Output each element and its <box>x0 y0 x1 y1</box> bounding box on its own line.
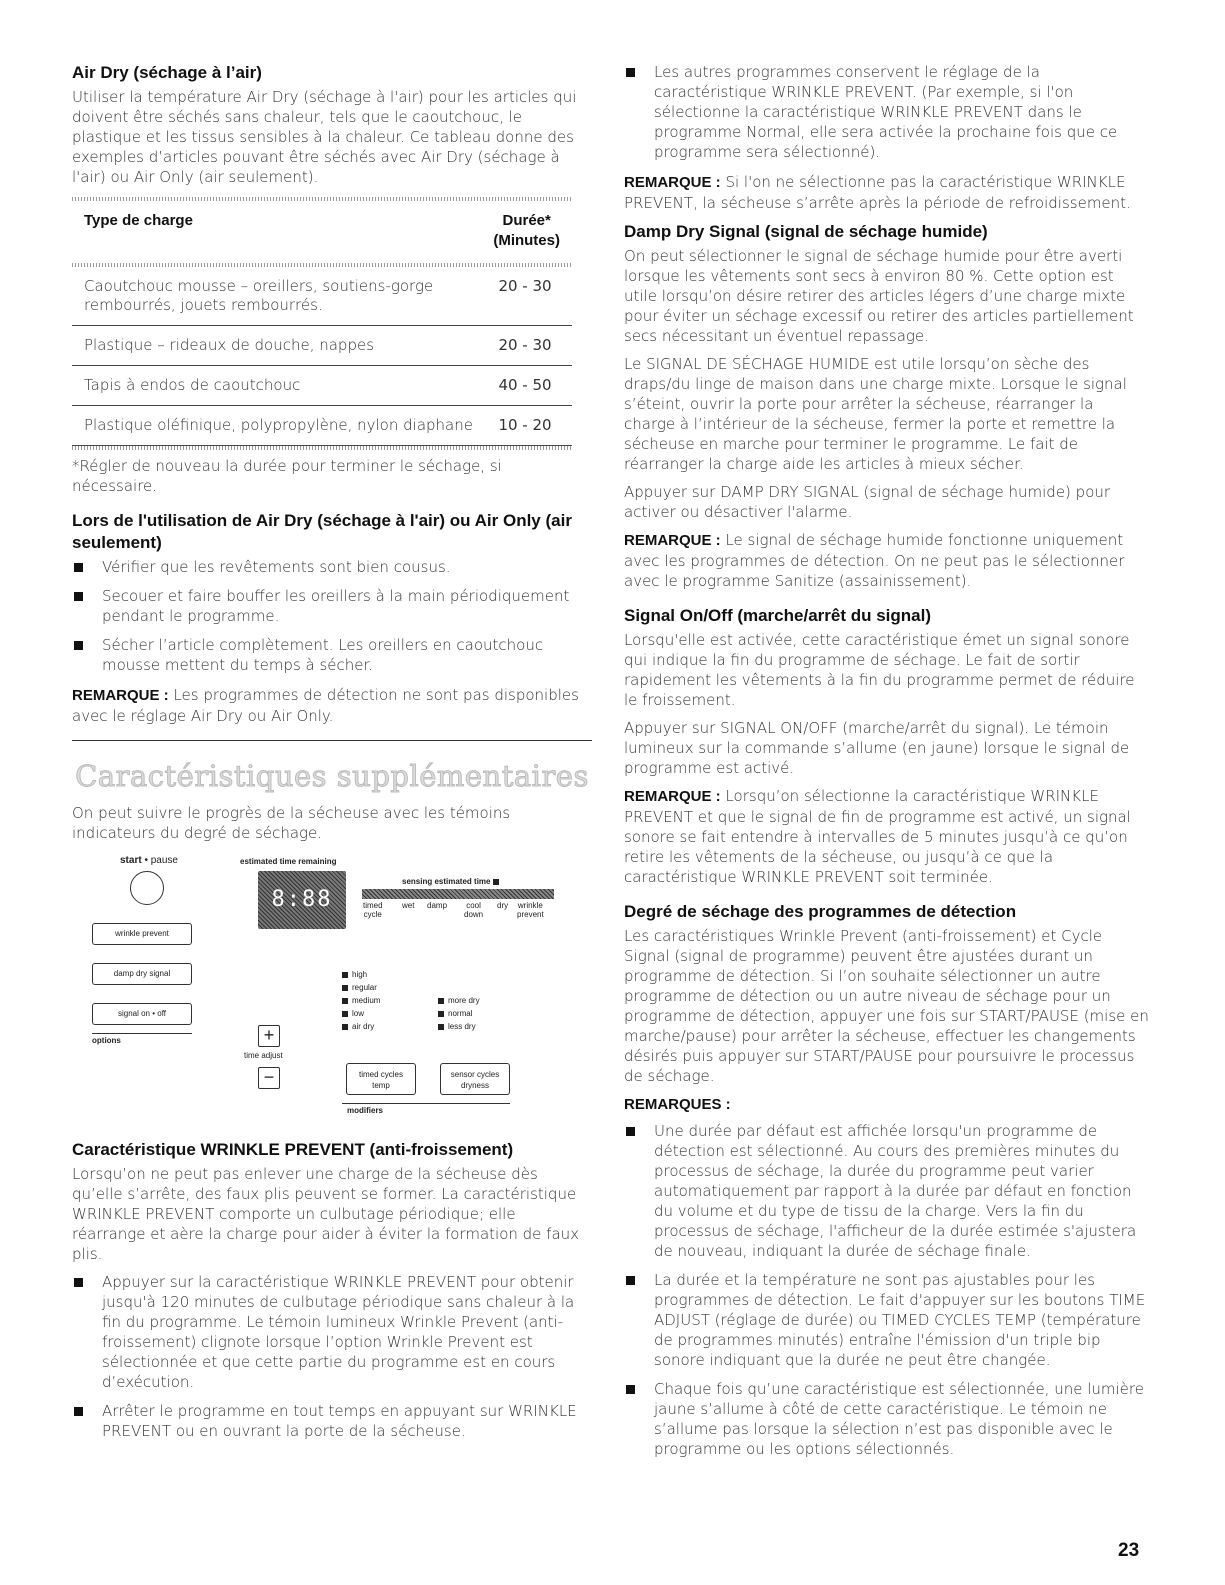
dryness-level <box>438 1020 480 1033</box>
damp-dry-p3: Appuyer sur DAMP DRY SIGNAL (signal de séchage humide) pour activer ou désactiver l'alarme. <box>624 483 1111 521</box>
dryness-level-list <box>438 994 480 1033</box>
section-divider <box>72 740 592 741</box>
list-item: La durée et la température ne sont pas ajustables pour les programmes de détection. Le fait d'appuyer sur les boutons TIME ADJUST (réglage de durée) ou TIMED CYCLES TEMP (température de programmes minutés) entraîne l'émission d'un triple bip sonore indiquant que la durée ne peut être changée. <box>624 1270 1149 1370</box>
temp-level-label: air dry <box>352 1022 375 1031</box>
note-text: Les programmes de détection ne sont pas disponibles avec le réglage Air Dry ou Air Only. <box>72 686 579 725</box>
start-label: start <box>120 855 142 866</box>
remarks-list <box>624 1121 1149 1459</box>
using-air-dry-note <box>72 685 592 726</box>
note-label: REMARQUE : <box>72 687 169 704</box>
dryness-level-label: normal <box>448 1009 473 1018</box>
dryness-degree-section <box>624 901 1149 1459</box>
temp-level <box>342 968 380 981</box>
right-column <box>624 62 1149 1473</box>
remarks-label: REMARQUES : <box>624 1096 731 1113</box>
sensing-label <box>402 877 503 886</box>
row-load-type: Caoutchouc mousse – oreillers, soutiens-gorge rembourrés, jouets rembourrés. <box>84 277 434 314</box>
dryness-degree-p1: Les caractéristiques Wrinkle Prevent (anti-froissement) et Cycle Signal (signal de programme) peuvent être ajustées durant un programme de détection. Si l’on souhaite sélectionner un autre programme de détection ou un autre niveau de séchage pour un programme de détection, appuyer une fois sur START/PAUSE (mise en marche/pause) pour arrêter la sécheuse, effectuer les changements désirés puis appuyer sur START/PAUSE pour poursuivre le processus de séchage. <box>624 927 1149 1085</box>
wrinkle-continued-list <box>624 62 1149 162</box>
button-label: sensor cycles <box>450 1070 500 1079</box>
modifiers-label: modifiers <box>347 1106 384 1115</box>
using-air-dry-heading: Lors de l'utilisation de Air Dry (séchage à l'air) ou Air Only (air seulement) <box>72 511 572 552</box>
note-label: REMARQUE : <box>624 174 721 191</box>
wrinkle-prevent-section <box>72 1139 592 1441</box>
temp-level <box>342 1020 380 1033</box>
time-plus-button[interactable]: + <box>258 1025 280 1047</box>
sensing-text: sensing estimated time <box>402 877 491 886</box>
dryness-level <box>438 994 480 1007</box>
temp-level-label: medium <box>352 996 381 1005</box>
list-item: Les autres programmes conservent le réglage de la caractéristique WRINKLE PREVENT. (Par exemple, si l'on sélectionne la caractéristique WRINKLE PREVENT dans le programme Normal, elle sera activée la prochaine fois que ce programme sera sélectionné). <box>624 62 1149 162</box>
table-row <box>72 326 572 366</box>
stage-label: timed <box>363 901 383 910</box>
dryness-degree-heading: Degré de séchage des programmes de détection <box>624 902 1017 921</box>
row-load-type: Plastique – rideaux de douche, nappes <box>84 336 375 354</box>
signal-section <box>624 605 1149 887</box>
list-item: Chaque fois qu’une caractéristique est sélectionnée, une lumière jaune s’allume à côté de cette caractéristique. Le témoin ne s’allume pas lorsque la sélection n’est pas disponible avec le programme ou les options sélectionnés. <box>624 1379 1149 1459</box>
table-row <box>72 267 572 326</box>
header-load-type: Type de charge <box>84 212 193 229</box>
list-item: Appuyer sur la caractéristique WRINKLE PREVENT pour obtenir jusqu'à 120 minutes de culbutage périodique sans chaleur à la fin du programme. Le témoin lumineux Wrinkle Prevent (anti-froissement) clignote lorsque l’option Wrinkle Prevent est sélectionnée et que cette partie du programme est en cours d’exécution. <box>72 1272 592 1392</box>
table-bottom-rule <box>72 446 572 450</box>
load-type-table <box>72 197 572 496</box>
left-column <box>72 62 592 1455</box>
header-duration-line1: Durée* <box>502 212 551 229</box>
time-adjust-label: time adjust <box>244 1051 283 1060</box>
control-panel-illustration <box>72 855 572 1125</box>
damp-dry-heading: Damp Dry Signal (signal de séchage humide) <box>624 222 988 241</box>
list-item: Secouer et faire bouffer les oreillers à la main périodiquement pendant le programme. <box>72 586 592 626</box>
options-rule <box>92 1033 192 1034</box>
indicator-light-icon <box>342 998 348 1004</box>
damp-dry-section <box>624 221 1149 591</box>
options-label: options <box>92 1036 121 1045</box>
using-air-dry-list <box>72 557 592 675</box>
button-label: timed cycles <box>358 1070 403 1079</box>
time-display: 8:88 <box>258 871 346 929</box>
row-duration: 20 - 30 <box>498 277 552 295</box>
indicator-light-icon <box>438 998 444 1004</box>
note-text: Lorsqu’on sélectionne la caractéristique WRINKLE PREVENT et que le signal de fin de programme est activé, un signal sonore se fait entendre à intervalles de 5 minutes jusqu’à ce qu’on retire les vêtements de la sécheuse, ou jusqu’à ce que la caractéristique WRINKLE PREVENT soit terminée. <box>624 787 1131 886</box>
stage-timed-cycle <box>363 901 383 919</box>
indicator-light-icon <box>438 1024 444 1030</box>
using-air-dry-section <box>72 510 592 726</box>
header-duration-line2: (Minutes) <box>493 232 560 249</box>
stage-wrinkle-prevent <box>517 901 544 919</box>
stage-dry: dry <box>497 901 509 910</box>
page-number: 23 <box>1118 1540 1140 1561</box>
indicator-light-icon <box>438 1011 444 1017</box>
table-header <box>72 201 572 263</box>
table-footnote: *Régler de nouveau la durée pour terminer le séchage, si nécessaire. <box>72 457 502 495</box>
air-dry-section <box>72 62 592 496</box>
estimated-time-label: estimated time remaining <box>240 857 337 866</box>
list-item: Arrêter le programme en tout temps en appuyant sur WRINKLE PREVENT ou en ouvrant la porte de la sécheuse. <box>72 1401 592 1441</box>
dryness-level <box>438 1007 480 1020</box>
table-row <box>72 366 572 406</box>
note-text: Si l'on ne sélectionne pas la caractéristique WRINKLE PREVENT, la sécheuse s’arrête après la période de refroidissement. <box>624 173 1131 212</box>
row-load-type: Tapis à endos de caoutchouc <box>84 376 301 394</box>
stage-damp: damp <box>427 901 448 910</box>
start-pause-button[interactable] <box>130 871 164 905</box>
air-dry-heading: Air Dry (séchage à l’air) <box>72 63 262 82</box>
indicator-light-icon <box>342 972 348 978</box>
signal-heading: Signal On/Off (marche/arrêt du signal) <box>624 606 931 625</box>
row-load-type: Plastique oléfinique, polypropylène, nylon diaphane <box>84 416 473 434</box>
timed-cycles-temp-button[interactable] <box>346 1063 416 1095</box>
indicator-light-icon <box>342 1024 348 1030</box>
row-duration: 40 - 50 <box>498 376 552 394</box>
air-dry-body: Utiliser la température Air Dry (séchage à l'air) pour les articles qui doivent être séchés sans chaleur, tels que le caoutchouc, le plastique et les tissus sensibles à la chaleur. Ce tableau donne des exemples d’articles pouvant être séchés avec Air Dry (séchage à l'air) ou Air Only (air seulement). <box>72 88 577 186</box>
indicator-light-icon <box>342 985 348 991</box>
dryness-level-label: more dry <box>448 996 480 1005</box>
signal-p1: Lorsqu'elle est activée, cette caractéristique émet un signal sonore qui indique la fin du programme de séchage. Le fait de sortir rapidement les vêtements à la fin du programme permet de réduire le froissement. <box>624 631 1135 709</box>
temp-level <box>342 994 380 1007</box>
note-label: REMARQUE : <box>624 788 721 805</box>
time-minus-button[interactable]: − <box>258 1067 280 1089</box>
stage-cool-down <box>464 901 483 919</box>
note-label: REMARQUE : <box>624 532 721 549</box>
signal-on-off-button[interactable]: signal on • off <box>92 1003 192 1025</box>
list-item: Vérifier que les revêtements sont bien cousus. <box>72 557 592 577</box>
damp-dry-p2: Le SIGNAL DE SÉCHAGE HUMIDE est utile lorsqu’on sèche des draps/du linge de maison dans une charge mixte. Lorsque le signal s’éteint, ouvrir la porte pour arrêter la sécheuse, réarranger la charge à l’intérieur de la sécheuse, fermer la porte et remettre la sécheuse en marche pour terminer le programme. Le fait de réarranger la charge aide les articles à mieux sécher. <box>624 355 1127 473</box>
modifiers-rule <box>342 1103 510 1104</box>
features-intro: On peut suivre le progrès de la sécheuse avec les témoins indicateurs du degré de séchage. <box>72 804 511 842</box>
stage-label: cool <box>466 901 481 910</box>
stage-label: wrinkle <box>517 901 543 910</box>
wrinkle-prevent-body: Lorsqu’on ne peut pas enlever une charge de la sécheuse dès qu’elle s’arrête, des faux plis peuvent se former. La caractéristique WRINKLE PREVENT comporte un culbutage périodique; elle réarrange et aère la charge pour aider à éviter la formation de faux plis. <box>72 1165 580 1263</box>
button-label: dryness <box>460 1081 489 1090</box>
list-item: Sécher l’article complètement. Les oreillers en caoutchouc mousse mettent du temps à sécher. <box>72 635 592 675</box>
indicator-light-icon <box>342 1011 348 1017</box>
signal-note <box>624 786 1149 887</box>
row-duration: 20 - 30 <box>498 336 552 354</box>
stage-label: prevent <box>517 910 544 919</box>
temp-level <box>342 981 380 994</box>
temp-level-label: regular <box>352 983 377 992</box>
button-label: temp <box>372 1081 390 1090</box>
wrinkle-prevent-heading: Caractéristique WRINKLE PREVENT (anti-froissement) <box>72 1140 514 1159</box>
damp-dry-signal-button[interactable]: damp dry signal <box>92 963 192 985</box>
damp-dry-note <box>624 530 1149 591</box>
remarks-heading <box>624 1094 1149 1115</box>
pause-label: • pause <box>141 855 178 866</box>
note-text: Le signal de séchage humide fonctionne uniquement avec les programmes de détection. On ne peut pas le sélectionner avec le programme Sanitize (assainissement). <box>624 531 1125 590</box>
indicator-light-icon <box>493 879 499 885</box>
temp-level-label: low <box>352 1009 365 1018</box>
list-item: Une durée par défaut est affichée lorsqu'un programme de détection est sélectionné. Au cours des premières minutes du processus de séchage, la durée du programme peut varier automatiquement par rapport à la durée par défaut en fonction du volume et du type de tissu de la charge. Vers la fin du processus de séchage, l'afficheur de la durée estimée s'ajustera de nouveau, indiquant la durée de séchage finale. <box>624 1121 1149 1261</box>
wrinkle-prevent-button[interactable]: wrinkle prevent <box>92 923 192 945</box>
header-duration <box>493 211 560 251</box>
start-pause-label <box>120 855 178 866</box>
features-title: Caractéristiques supplémentaires <box>75 759 589 793</box>
wrinkle-note <box>624 172 1149 213</box>
table-row <box>72 406 572 446</box>
dryness-level-label: less dry <box>448 1022 476 1031</box>
stage-label: cycle <box>363 910 382 919</box>
temp-level-label: high <box>352 970 368 979</box>
temp-level-list <box>342 968 380 1033</box>
row-duration: 10 - 20 <box>498 416 552 434</box>
sensor-cycles-dryness-button[interactable] <box>440 1063 510 1095</box>
stage-wet: wet <box>402 901 415 910</box>
temp-level <box>342 1007 380 1020</box>
wrinkle-prevent-list <box>72 1272 592 1441</box>
signal-p2: Appuyer sur SIGNAL ON/OFF (marche/arrêt du signal). Le témoin lumineux sur la commande s’allume (en jaune) lorsque le signal de programme est activé. <box>624 719 1130 777</box>
progress-bar <box>362 889 554 899</box>
stage-label: down <box>464 910 484 919</box>
damp-dry-p1: On peut sélectionner le signal de séchage humide pour être averti lorsque les vêtements sont secs à environ 80 %. Cette option est utile lorsqu’on désire retirer des articles légers d’une charge mixte pour éviter un séchage excessif ou retirer des articles partiellement secs nécessitant un éventuel repassage. <box>624 247 1134 345</box>
